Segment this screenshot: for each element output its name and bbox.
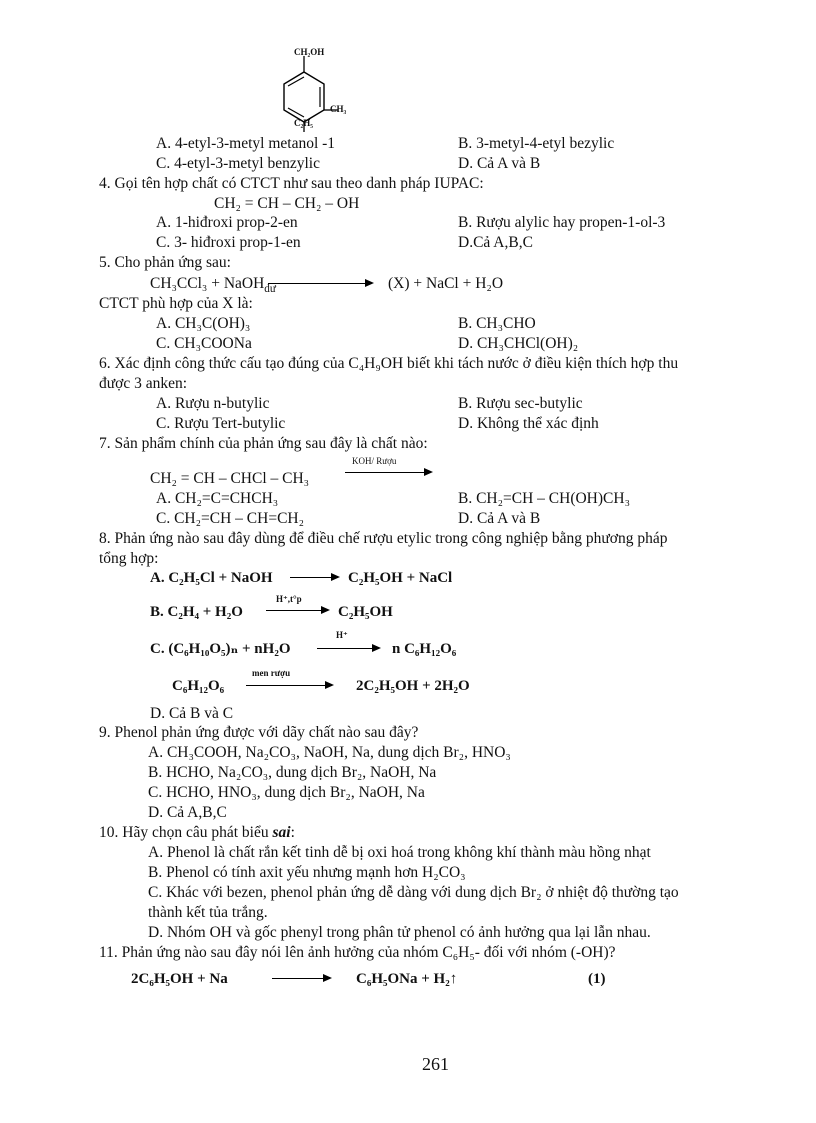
q3-option-b: B. 3-metyl-4-etyl bezylic (458, 135, 615, 152)
q8-stem-line1: 8. Phản ứng nào sau đây dùng để điều chế rượu etylic trong công nghiệp bằng phương pháp (99, 530, 668, 547)
q6-stem-line2: được 3 anken: (99, 375, 188, 392)
structure-right-label: CH₃ (330, 104, 347, 114)
q6-option-b: B. Rượu sec-butylic (458, 395, 583, 412)
q9-option-d: D. Cả A,B,C (148, 804, 227, 821)
q4-option-d: D.Cả A,B,C (458, 234, 533, 251)
q5-reaction-lhs: CH₃CCl₃ + NaOH$_{dư}$ (150, 275, 276, 296)
q8-c2-lhs: C₆H₁₂O₆ (172, 678, 225, 694)
q8-a-arrow (290, 577, 338, 578)
q8-a-rhs: C₂H₅OH + NaCl (348, 570, 453, 586)
q8-stem-line2: tổng hợp: (99, 550, 159, 567)
q7-arrow (345, 472, 431, 473)
q8-c2-condition: men rượu (252, 668, 291, 678)
q9-option-c: C. HCHO, HNO₃, dung dịch Br₂, NaOH, Na (148, 784, 425, 801)
q4-option-a: A. 1-hiđroxi prop-2-en (156, 214, 298, 231)
q11-reaction-number: (1) (588, 971, 606, 987)
q7-option-a: A. CH₂=C=CHCH₃ (156, 490, 279, 507)
q5-reaction-rhs: (X) + NaCl + H₂O (388, 275, 504, 292)
q10-option-b: B. Phenol có tính axit yếu nhưng mạnh hơn H₂CO₃ (148, 864, 466, 881)
q6-option-c: C. Rượu Tert-butylic (156, 415, 286, 432)
page-number: 261 (422, 1054, 449, 1074)
q11-stem: 11. Phản ứng nào sau đây nói lên ảnh hưởng của nhóm C₆H₅- đối với nhóm (-OH)? (99, 944, 616, 961)
q11-arrow (272, 978, 330, 979)
q4-option-c: C. 3- hiđroxi prop-1-en (156, 234, 301, 251)
q8-b-rhs: C₂H₅OH (338, 604, 393, 620)
q9-stem: 9. Phenol phản ứng được với dãy chất nào sau đây? (99, 724, 419, 741)
q3-option-d: D. Cả A và B (458, 155, 541, 172)
q5-option-b: B. CH₃CHO (458, 315, 536, 332)
q5-option-a: A. CH₃C(OH)₃ (156, 315, 251, 332)
q8-a-lhs: A. C₂H₅Cl + NaOH (150, 570, 273, 586)
q6-option-a: A. Rượu n-butylic (156, 395, 270, 412)
q7-option-d: D. Cả A và B (458, 510, 541, 527)
q4-option-b: B. Rượu alylic hay propen-1-ol-3 (458, 214, 666, 231)
q7-reaction: CH₂ = CH – CHCl – CH₃ (150, 470, 310, 487)
q8-c-lhs: C. (C₆H₁₀O₅)ₙ + nH₂O (150, 641, 291, 657)
q8-c-arrow (317, 648, 379, 649)
structure-bottom-label: C₂H₅ (294, 118, 313, 128)
q10-option-c-line2: thành kết tủa trắng. (148, 904, 268, 921)
q8-c-rhs: n C₆H₁₂O₆ (392, 641, 457, 657)
q8-b-arrow (266, 610, 328, 611)
q6-stem-line1: 6. Xác định công thức cấu tạo đúng của C₄H₉OH biết khi tách nước ở điều kiện thích hợp thu (99, 355, 679, 372)
q11-reaction-rhs: C₆H₅ONa + H₂↑ (356, 971, 458, 987)
q8-option-d: D. Cả B và C (150, 705, 234, 722)
q7-option-c: C. CH₂=CH – CH=CH₂ (156, 510, 305, 527)
q10-stem: 10. Hãy chọn câu phát biểu sai: (99, 824, 295, 841)
q4-formula: CH₂ = CH – CH₂ – OH (214, 195, 360, 212)
q3-option-c: C. 4-etyl-3-metyl benzylic (156, 155, 320, 172)
structure-top-label: CH₂OH (294, 47, 325, 57)
q8-b-condition: H⁺,t°p (276, 594, 302, 604)
q5-option-d: D. CH₃CHCl(OH)₂ (458, 335, 579, 352)
q10-option-d: D. Nhóm OH và gốc phenyl trong phân tử phenol có ảnh hưởng qua lại lẫn nhau. (148, 924, 651, 941)
q8-c2-rhs: 2C₂H₅OH + 2H₂O (356, 678, 470, 694)
q9-option-b: B. HCHO, Na₂CO₃, dung dịch Br₂, NaOH, Na (148, 764, 437, 781)
q8-c-condition: H⁺ (336, 630, 348, 640)
q8-c2-arrow (246, 685, 332, 686)
q7-condition: KOH/ Rượu (352, 456, 397, 466)
q10-option-a: A. Phenol là chất rắn kết tinh dễ bị oxi hoá trong không khí thành màu hồng nhạt (148, 844, 651, 861)
q7-stem: 7. Sản phẩm chính của phản ứng sau đây là chất nào: (99, 435, 428, 452)
q5-option-c: C. CH₃COONa (156, 335, 252, 352)
q7-option-b: B. CH₂=CH – CH(OH)CH₃ (458, 490, 630, 507)
q6-option-d: D. Không thể xác định (458, 415, 599, 432)
q3-option-a: A. 4-etyl-3-metyl metanol -1 (156, 135, 336, 152)
q10-option-c-line1: C. Khác với bezen, phenol phản ứng dễ dàng với dung dịch Br₂ ở nhiệt độ thường tạo (148, 884, 679, 901)
q5-stem2: CTCT phù hợp của X là: (99, 295, 253, 312)
q5-stem: 5. Cho phản ứng sau: (99, 254, 231, 271)
q8-b-lhs: B. C₂H₄ + H₂O (150, 604, 243, 620)
q5-arrow (268, 283, 372, 284)
q9-option-a: A. CH₃COOH, Na₂CO₃, NaOH, Na, dung dịch Br₂, HNO₃ (148, 744, 511, 761)
q11-reaction-lhs: 2C₆H₅OH + Na (131, 971, 228, 987)
q4-stem: 4. Gọi tên hợp chất có CTCT như sau theo danh pháp IUPAC: (99, 175, 484, 192)
